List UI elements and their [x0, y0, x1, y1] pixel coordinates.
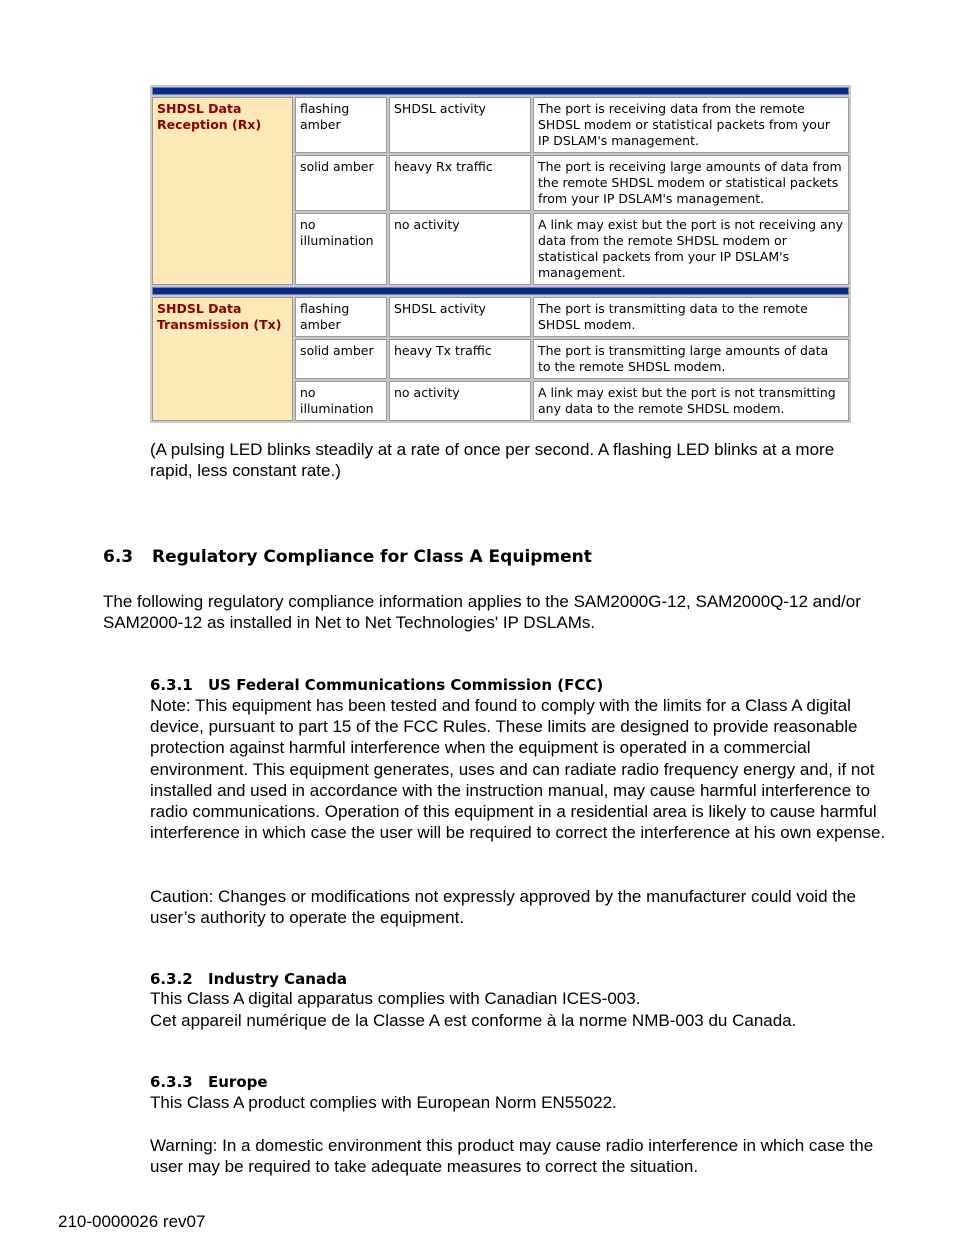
led-meaning: SHDSL activity: [389, 97, 531, 153]
led-meaning: SHDSL activity: [389, 297, 531, 337]
led-meaning: heavy Tx traffic: [389, 339, 531, 379]
led-name-tx: SHDSL Data Transmission (Tx): [152, 297, 293, 421]
subsection-number: 6.3.2: [150, 970, 193, 988]
led-description: The port is receiving data from the remote SHDSL modem or statistical packets from your IP DSLAM's management.: [533, 97, 849, 153]
led-description: The port is transmitting large amounts of data to the remote SHDSL modem.: [533, 339, 849, 379]
led-description: The port is receiving large amounts of data from the remote SHDSL modem or statistical packets from your IP DSLAM's management.: [533, 155, 849, 211]
table-header-bar: [152, 87, 849, 95]
subsection-title: Industry Canada: [208, 970, 347, 988]
document-id: 210-0000026 rev07: [58, 1212, 206, 1231]
led-state: solid amber: [295, 155, 387, 211]
table-row: [152, 297, 849, 337]
subsection-title: Europe: [208, 1073, 268, 1091]
europe-heading: [150, 1073, 268, 1091]
canada-heading: [150, 970, 347, 988]
led-note: (A pulsing LED blinks steadily at a rate of once per second. A flashing LED blinks at a more rapid, less constant rate.): [150, 440, 835, 480]
led-state: solid amber: [295, 339, 387, 379]
table-header-bar: [152, 287, 849, 295]
led-meaning: no activity: [389, 213, 531, 285]
subsection-title: US Federal Communications Commission (FCC): [208, 676, 604, 694]
canada-line-en: This Class A digital apparatus complies with Canadian ICES-003.: [150, 989, 641, 1008]
led-state: no illumination: [295, 213, 387, 285]
subsection-number: 6.3.3: [150, 1073, 193, 1091]
led-state: no illumination: [295, 381, 387, 421]
led-state: flashing amber: [295, 97, 387, 153]
europe-compliance: This Class A product complies with European Norm EN55022.: [150, 1093, 617, 1112]
section-intro: The following regulatory compliance information applies to the SAM2000G-12, SAM2000Q-12 and/or SAM2000-12 as installed in Net to Net Technologies' IP DSLAMs.: [103, 592, 861, 632]
canada-line-fr: Cet appareil numérique de la Classe A est conforme à la norme NMB-003 du Canada.: [150, 1011, 797, 1030]
led-meaning: no activity: [389, 381, 531, 421]
section-title: Regulatory Compliance for Class A Equipment: [152, 547, 592, 567]
led-description: A link may exist but the port is not receiving any data from the remote SHDSL modem or statistical packets from your IP DSLAM's management.: [533, 213, 849, 285]
section-number: 6.3: [103, 547, 134, 567]
led-meaning: heavy Rx traffic: [389, 155, 531, 211]
fcc-heading: [150, 676, 603, 694]
led-description: A link may exist but the port is not transmitting any data to the remote SHDSL modem.: [533, 381, 849, 421]
led-name-rx: SHDSL Data Reception (Rx): [152, 97, 293, 285]
europe-warning: Warning: In a domestic environment this product may cause radio interference in which case the user may be required to take adequate measures to correct the situation.: [150, 1136, 874, 1177]
subsection-number: 6.3.1: [150, 676, 193, 694]
led-state: flashing amber: [295, 297, 387, 337]
table-row: [152, 97, 849, 153]
led-description: The port is transmitting data to the remote SHDSL modem.: [533, 297, 849, 337]
fcc-note: Note: This equipment has been tested and found to comply with the limits for a Class A digital device, pursuant to part 15 of the FCC Rules. These limits are designed to provide reasonable protection against harmful interference when the equipment is operated in a commercial environment. This equipment generates, uses and can radiate radio frequency energy and, if not installed and used in accordance with the instruction manual, may cause harmful interference to radio communications. Operation of this equipment in a residential area is likely to cause harmful interference in which case the user will be required to correct the interference at his own expense.: [150, 696, 886, 843]
led-status-table: [150, 85, 851, 423]
section-heading: [103, 547, 592, 567]
fcc-caution: Caution: Changes or modifications not expressly approved by the manufacturer could void the user’s authority to operate the equipment.: [150, 887, 856, 928]
